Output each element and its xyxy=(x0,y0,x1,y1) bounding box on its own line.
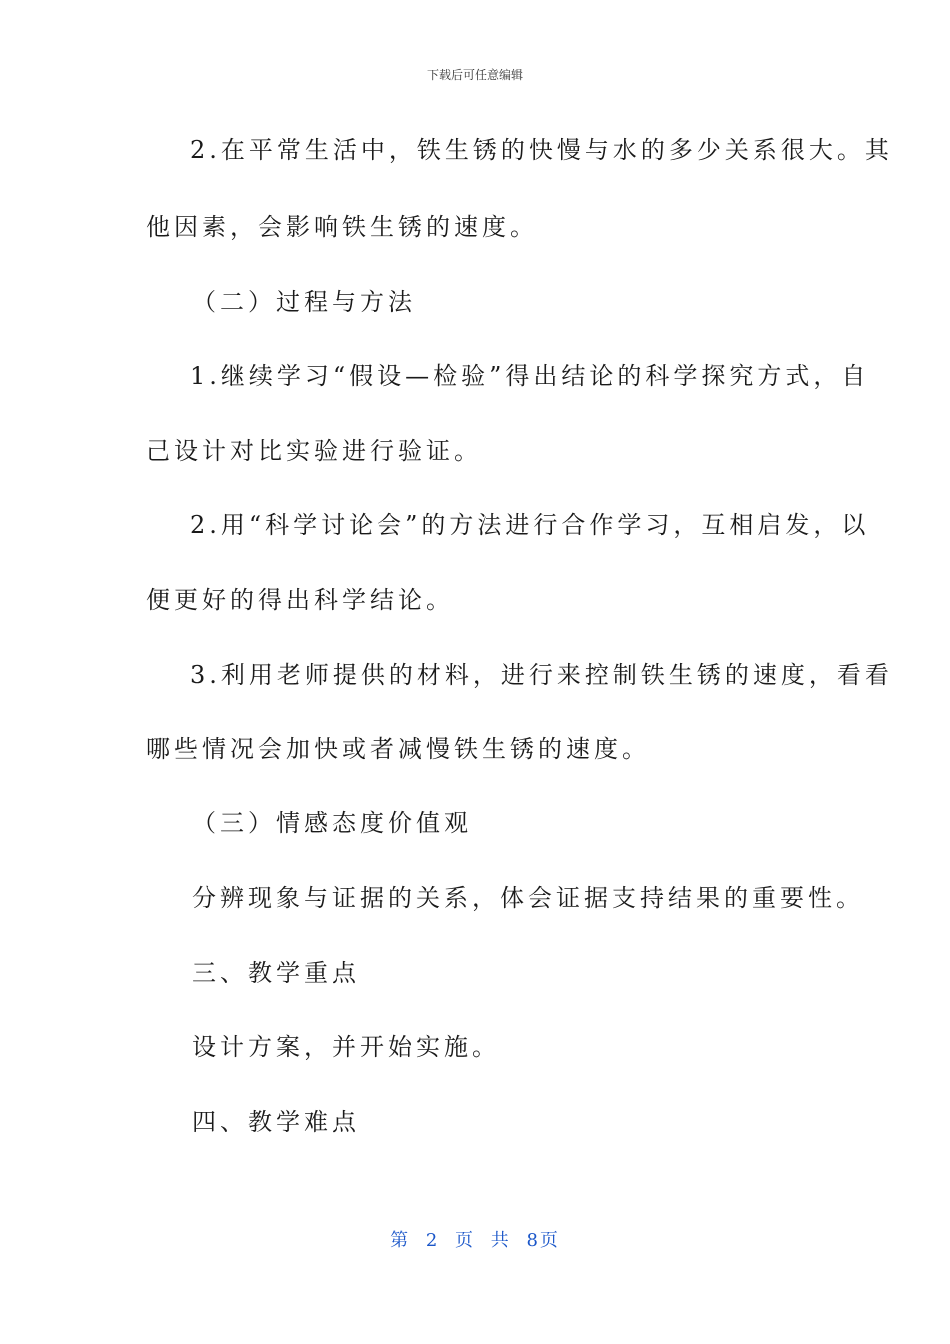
footer-current-page: 2 xyxy=(425,1230,440,1251)
paragraph-line: 他因素，会影响铁生锈的速度。 xyxy=(146,213,538,241)
paragraph-line: 分辨现象与证据的关系，体会证据支持结果的重要性。 xyxy=(192,884,864,912)
footer-gong: 共 xyxy=(490,1230,511,1251)
paragraph-line: 3.利用老师提供的材料，进行来控制铁生锈的速度，看看 xyxy=(190,661,893,689)
paragraph-line: 己设计对比实验进行验证。 xyxy=(146,437,482,465)
paragraph-line: 便更好的得出科学结论。 xyxy=(146,586,454,614)
paragraph-line: 哪些情况会加快或者减慢铁生锈的速度。 xyxy=(146,735,650,763)
section-heading: （三）情感态度价值观 xyxy=(192,809,472,837)
footer-di: 第 xyxy=(390,1230,411,1251)
paragraph-line: 2.在平常生活中，铁生锈的快慢与水的多少关系很大。其 xyxy=(190,136,893,164)
footer-total-pages: 8页 xyxy=(526,1230,560,1251)
section-heading: 三、教学重点 xyxy=(192,959,360,987)
paragraph-line: 2.用“科学讨论会”的方法进行合作学习，互相启发，以 xyxy=(190,511,870,539)
page-footer xyxy=(0,1226,950,1252)
footer-ye: 页 xyxy=(455,1230,475,1251)
page-header: 下载后可任意编辑 xyxy=(426,68,523,82)
paragraph-line: 1.继续学习“假设—检验”得出结论的科学探究方式，自 xyxy=(190,362,870,390)
section-heading: （二）过程与方法 xyxy=(192,288,416,316)
paragraph-line: 设计方案，并开始实施。 xyxy=(192,1033,500,1061)
section-heading: 四、教学难点 xyxy=(192,1108,360,1136)
